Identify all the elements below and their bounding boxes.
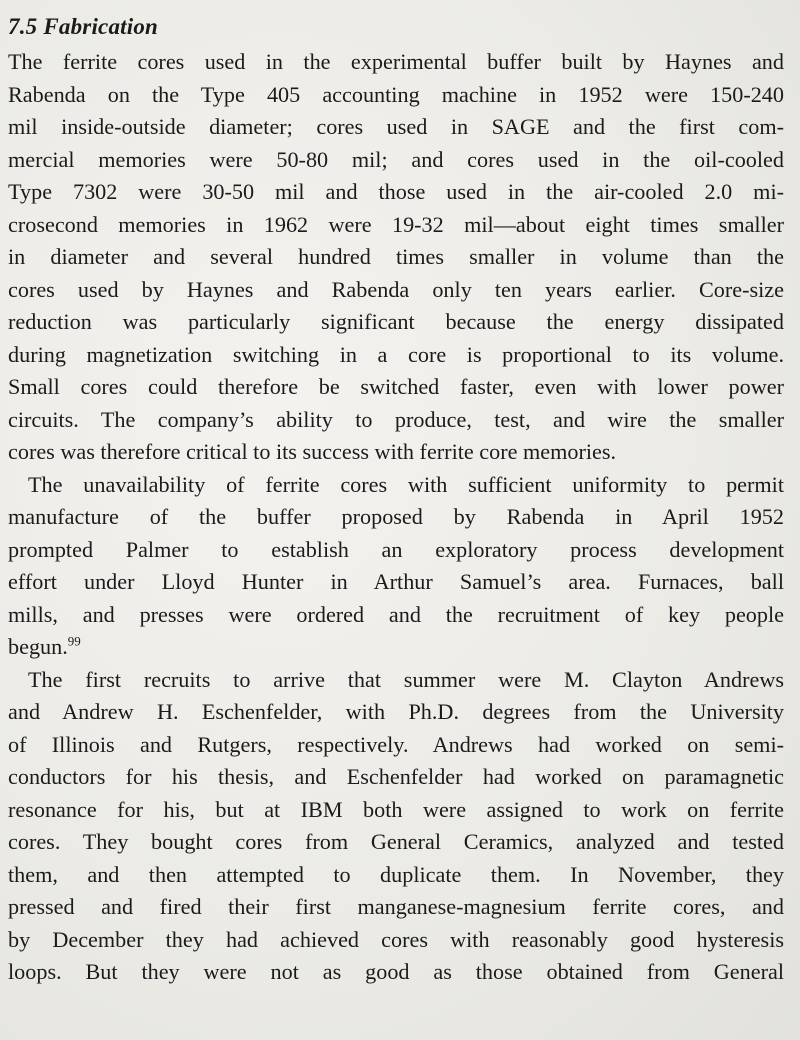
text-line: Rabenda on the Type 405 accounting machine in 1952 were 150-240: [8, 81, 784, 107]
text-line: of Illinois and Rutgers, respectively. Andrews had worked on semi-: [8, 731, 784, 757]
text-line: circuits. The company’s ability to produce, test, and wire the smaller: [8, 406, 784, 432]
text-line: by December they had achieved cores with reasonably good hysteresis: [8, 926, 784, 952]
text-line: them, and then attempted to duplicate them. In November, they: [8, 861, 784, 887]
section-number: 7.5: [8, 14, 38, 39]
text-line: resonance for his, but at IBM both were assigned to work on ferrite: [8, 796, 784, 822]
section-title: Fabrication: [43, 14, 159, 39]
text-line: and Andrew H. Eschenfelder, with Ph.D. degrees from the University: [8, 699, 784, 724]
section-heading: [8, 12, 784, 42]
paragraph-2: [8, 469, 784, 664]
text-line: begun.: [8, 634, 68, 659]
text-line: Type 7302 were 30-50 mil and those used in the air-cooled 2.0 mi-: [8, 179, 784, 204]
text-line: pressed and fired their first manganese-magnesium ferrite cores, and: [8, 894, 784, 919]
text-line: Small cores could therefore be switched faster, even with lower power: [8, 374, 784, 399]
text-line: effort under Lloyd Hunter in Arthur Samuel’s area. Furnaces, ball: [8, 569, 784, 594]
text-line-with-footnote: [8, 631, 784, 664]
text-line: cores was therefore critical to its success with ferrite core memories.: [8, 439, 617, 464]
text-line: mil inside-outside diameter; cores used in SAGE and the first com-: [8, 114, 784, 139]
text-line: manufacture of the buffer proposed by Rabenda in April 1952: [8, 504, 784, 529]
text-line: prompted Palmer to establish an exploratory process development: [8, 536, 784, 562]
text-line: The unavailability of ferrite cores with sufficient uniformity to permit: [28, 471, 784, 497]
text-line: loops. But they were not as good as those obtained from General: [8, 959, 784, 984]
paragraph-3: [8, 664, 784, 989]
text-line: reduction was particularly significant because the energy dissipated: [8, 309, 784, 334]
book-page: [8, 12, 784, 989]
text-line: conductors for his thesis, and Eschenfelder had worked on paramagnetic: [8, 764, 784, 789]
paragraph-1: [8, 46, 784, 469]
text-line: in diameter and several hundred times smaller in volume than the: [8, 244, 784, 269]
text-line: cores used by Haynes and Rabenda only ten years earlier. Core-size: [8, 276, 784, 302]
text-line: crosecond memories in 1962 were 19-32 mil—about eight times smaller: [8, 211, 784, 237]
text-line: cores. They bought cores from General Ceramics, analyzed and tested: [8, 829, 784, 854]
text-line: mills, and presses were ordered and the recruitment of key people: [8, 601, 784, 627]
text-line: The first recruits to arrive that summer were M. Clayton Andrews: [28, 666, 784, 692]
text-line: The ferrite cores used in the experimental buffer built by Haynes and: [8, 49, 784, 74]
footnote-marker: 99: [67, 633, 81, 649]
text-line: during magnetization switching in a core is proportional to its volume.: [8, 341, 784, 367]
text-line: mercial memories were 50-80 mil; and cores used in the oil-cooled: [8, 146, 784, 172]
